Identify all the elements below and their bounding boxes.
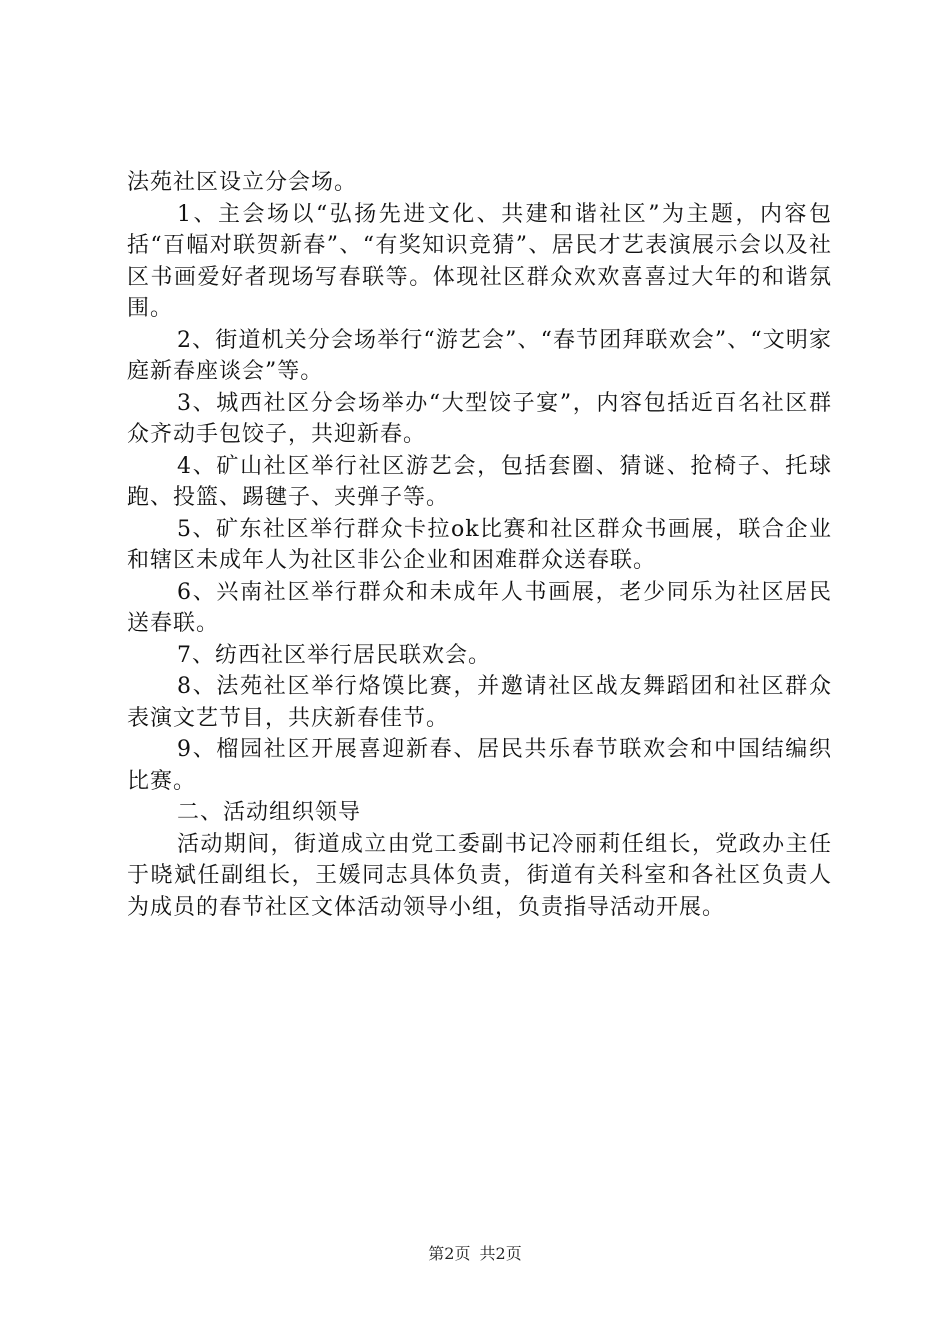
document-body xyxy=(127,167,832,923)
paragraph-8: 8、法苑社区举行烙馍比赛，并邀请社区战友舞蹈团和社区群众表演文艺节目，共庆新春佳节。 xyxy=(127,674,832,731)
paragraph-1: 1、主会场以“弘扬先进文化、共建和谐社区”为主题，内容包括“百幅对联贺新春”、“有奖知识竞猜”、居民才艺表演展示会以及社区书画爱好者现场写春联等。体现社区群众欢欢喜喜过大年的和谐氛围。 xyxy=(127,201,832,321)
paragraph-11: 活动期间，街道成立由党工委副书记冷丽莉任组长，党政办主任于晓斌任副组长，王媛同志具体负责，街道有关科室和各社区负责人为成员的春节社区文体活动领导小组，负责指导活动开展。 xyxy=(127,831,832,920)
page-number-current: 第2页 xyxy=(428,1244,471,1263)
paragraph-4: 4、矿山社区举行社区游艺会，包括套圈、猜谜、抢椅子、托球跑、投篮、踢毽子、夹弹子等。 xyxy=(127,453,832,510)
page-number-total: 共2页 xyxy=(479,1244,522,1263)
section-heading-organization: 二、活动组织领导 xyxy=(177,800,362,825)
paragraph-0: 法苑社区设立分会场。 xyxy=(127,170,358,195)
paragraph-7: 7、纺西社区举行居民联欢会。 xyxy=(177,642,491,668)
paragraph-9: 9、榴园社区开展喜迎新春、居民共乐春节联欢会和中国结编织比赛。 xyxy=(127,737,832,794)
page-footer xyxy=(0,1244,950,1264)
paragraph-5: 5、矿东社区举行群众卡拉ok比赛和社区群众书画展，联合企业和辖区未成年人为社区非公企业和困难群众送春联。 xyxy=(127,516,832,573)
paragraph-2: 2、街道机关分会场举行“游艺会”、“春节团拜联欢会”、“文明家庭新春座谈会”等。 xyxy=(127,327,832,384)
paragraph-3: 3、城西社区分会场举办“大型饺子宴”，内容包括近百名社区群众齐动手包饺子，共迎新春。 xyxy=(127,390,832,447)
paragraph-6: 6、兴南社区举行群众和未成年人书画展，老少同乐为社区居民送春联。 xyxy=(127,579,832,636)
